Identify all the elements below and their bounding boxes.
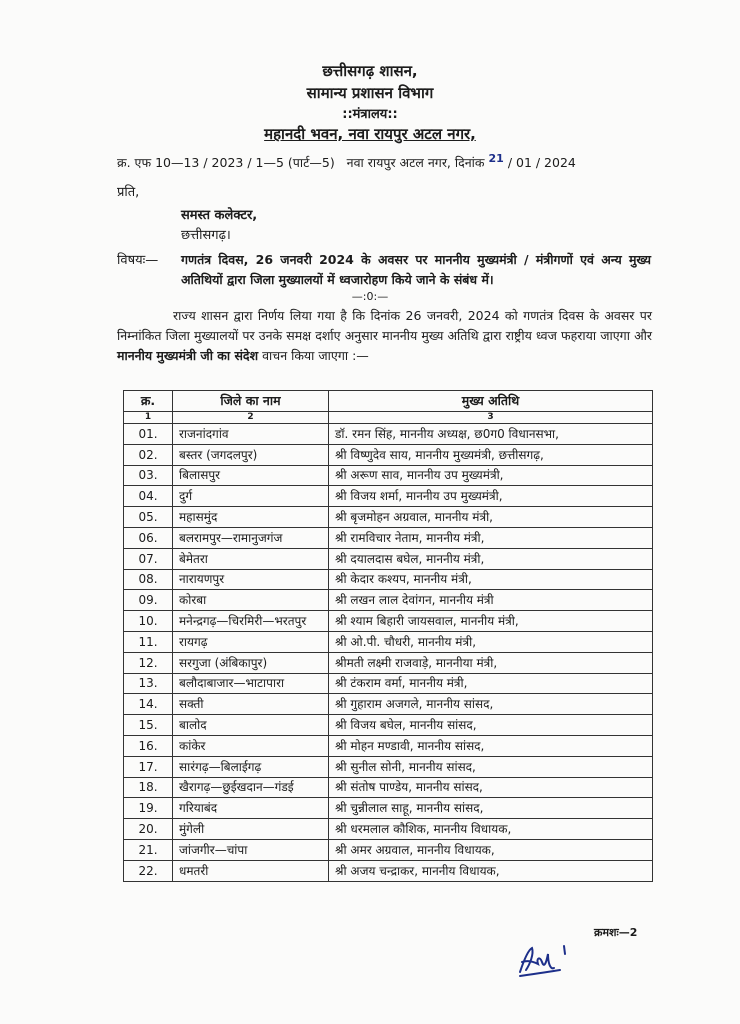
row-district: बिलासपुर (173, 465, 329, 486)
body-paragraph (117, 306, 652, 366)
row-chief-guest: श्री बृजमोहन अग्रवाल, माननीय मंत्री, (329, 507, 653, 528)
row-chief-guest: श्री श्याम बिहारी जायसवाल, माननीय मंत्री, (329, 611, 653, 632)
row-chief-guest: श्री चुन्नीलाल साहू, माननीय सांसद, (329, 798, 653, 819)
row-serial: 20. (124, 819, 173, 840)
row-serial: 09. (124, 590, 173, 611)
table-row (124, 569, 653, 590)
table-row (124, 631, 653, 652)
row-district: बेमेतरा (173, 548, 329, 569)
department-name: सामान्य प्रशासन विभाग (306, 84, 434, 102)
row-serial: 12. (124, 652, 173, 673)
row-chief-guest: श्री अरूण साव, माननीय उप मुख्यमंत्री, (329, 465, 653, 486)
row-chief-guest: श्री ओ.पी. चौधरी, माननीय मंत्री, (329, 631, 653, 652)
header-district: जिले का नाम (173, 391, 329, 412)
row-chief-guest: श्री गुहाराम अजगले, माननीय सांसद, (329, 694, 653, 715)
reference-number: क्र. एफ 10—13 / 2023 / 1—5 (पार्ट—5) (117, 155, 335, 171)
row-district: मुंगेली (173, 819, 329, 840)
row-district: राजनांदगांव (173, 424, 329, 445)
row-chief-guest: श्री विजय बघेल, माननीय सांसद, (329, 715, 653, 736)
row-district: बलौदाबाजार—भाटापारा (173, 673, 329, 694)
table-row (124, 673, 653, 694)
row-chief-guest: श्री अजय चन्द्राकर, माननीय विधायक, (329, 860, 653, 881)
office-address: महानदी भवन, नवा रायपुर अटल नगर, (264, 125, 476, 143)
row-serial: 01. (124, 424, 173, 445)
table-row (124, 777, 653, 798)
row-serial: 21. (124, 839, 173, 860)
row-district: दुर्ग (173, 486, 329, 507)
row-serial: 04. (124, 486, 173, 507)
continued-label: क्रमशः—2 (594, 926, 638, 939)
row-chief-guest: श्री विजय शर्मा, माननीय उप मुख्यमंत्री, (329, 486, 653, 507)
row-chief-guest: श्री दयालदास बघेल, माननीय मंत्री, (329, 548, 653, 569)
table-row (124, 424, 653, 445)
body-bold: माननीय मुख्यमंत्री जी का संदेश (117, 348, 259, 363)
header-serial: क्र. (124, 391, 173, 412)
row-serial: 06. (124, 527, 173, 548)
table-row (124, 839, 653, 860)
handwritten-date: 21 (488, 152, 504, 165)
table-row (124, 507, 653, 528)
table-row (124, 611, 653, 632)
row-serial: 02. (124, 444, 173, 465)
govt-name: छत्तीसगढ़ शासन, (322, 62, 418, 80)
table-row (124, 590, 653, 611)
row-district: कांकेर (173, 735, 329, 756)
row-chief-guest: श्री लखन लाल देवांगन, माननीय मंत्री (329, 590, 653, 611)
table-row (124, 652, 653, 673)
table-row (124, 444, 653, 465)
body-part1: राज्य शासन द्वारा निर्णय लिया गया है कि दिनांक 26 जनवरी, 2024 को गणतंत्र दिवस के अवसर पर निम्नांकित जिला मुख्यालयों पर उनके समक्ष दर्शाए अनुसार माननीय मुख्य अतिथि द्वारा राष्ट्रीय ध्वज फहराया जाएगा और (117, 308, 652, 343)
row-chief-guest: श्रीमती लक्ष्मी राजवाड़े, माननीया मंत्री, (329, 652, 653, 673)
row-district: बस्तर (जगदलपुर) (173, 444, 329, 465)
district-guest-table (123, 390, 653, 882)
body-part2: वाचन किया जाएगा :— (262, 348, 369, 363)
col-number-3: 3 (329, 412, 653, 424)
row-serial: 22. (124, 860, 173, 881)
row-chief-guest: श्री केदार कश्यप, माननीय मंत्री, (329, 569, 653, 590)
row-chief-guest: श्री धरमलाल कौशिक, माननीय विधायक, (329, 819, 653, 840)
row-serial: 11. (124, 631, 173, 652)
recipient-state: छत्तीसगढ़। (181, 228, 231, 243)
row-chief-guest: श्री अमर अग्रवाल, माननीय विधायक, (329, 839, 653, 860)
reference-place: नवा रायपुर अटल नगर, दिनांक (346, 155, 485, 171)
subject-text: गणतंत्र दिवस, 26 जनवरी 2024 के अवसर पर माननीय मुख्यमंत्री / मंत्रीगणों एवं अन्य मुख्य अतिथियों द्वारा जिला मुख्यालयों में ध्वजारोहण किये जाने के संबंध में। (181, 252, 651, 287)
row-district: सारंगढ़—बिलाईगढ़ (173, 756, 329, 777)
row-serial: 19. (124, 798, 173, 819)
row-district: खैरागढ़—छुईखदान—गंडई (173, 777, 329, 798)
subject-label: विषयः— (117, 253, 159, 268)
row-chief-guest: डॉ. रमन सिंह, माननीय अध्यक्ष, छ0ग0 विधानसभा, (329, 424, 653, 445)
table-row (124, 756, 653, 777)
table-row (124, 465, 653, 486)
table-row (124, 819, 653, 840)
separator: —:0:— (351, 290, 389, 303)
table-row (124, 798, 653, 819)
row-district: रायगढ़ (173, 631, 329, 652)
signature (514, 940, 574, 980)
row-chief-guest: श्री विष्णुदेव साय, माननीय मुख्यमंत्री, छत्तीसगढ़, (329, 444, 653, 465)
row-district: महासमुंद (173, 507, 329, 528)
table-row (124, 860, 653, 881)
table-row (124, 527, 653, 548)
table-row (124, 715, 653, 736)
row-serial: 08. (124, 569, 173, 590)
row-chief-guest: श्री रामविचार नेताम, माननीय मंत्री, (329, 527, 653, 548)
row-serial: 16. (124, 735, 173, 756)
col-number-2: 2 (173, 412, 329, 424)
row-chief-guest: श्री टंकराम वर्मा, माननीय मंत्री, (329, 673, 653, 694)
row-serial: 15. (124, 715, 173, 736)
row-serial: 18. (124, 777, 173, 798)
table-header-row (124, 391, 653, 412)
row-district: गरियाबंद (173, 798, 329, 819)
row-district: जांजगीर—चांपा (173, 839, 329, 860)
row-serial: 17. (124, 756, 173, 777)
row-serial: 07. (124, 548, 173, 569)
row-district: बालोद (173, 715, 329, 736)
row-district: कोरबा (173, 590, 329, 611)
table-row (124, 694, 653, 715)
column-number-row (124, 412, 653, 424)
to-label: प्रति, (117, 185, 140, 200)
recipient-title: समस्त कलेक्टर, (181, 208, 258, 223)
row-district: सरगुजा (अंबिकापुर) (173, 652, 329, 673)
reference-line (117, 152, 576, 171)
ministry-label: ::मंत्रालय:: (342, 107, 398, 122)
row-serial: 13. (124, 673, 173, 694)
row-serial: 10. (124, 611, 173, 632)
row-district: सक्ती (173, 694, 329, 715)
row-chief-guest: श्री संतोष पाण्डेय, माननीय सांसद, (329, 777, 653, 798)
row-chief-guest: श्री मोहन मण्डावी, माननीय सांसद, (329, 735, 653, 756)
row-district: नारायणपुर (173, 569, 329, 590)
table-row (124, 735, 653, 756)
reference-date: / 01 / 2024 (507, 155, 576, 171)
header-chief-guest: मुख्य अतिथि (329, 391, 653, 412)
row-serial: 14. (124, 694, 173, 715)
col-number-1: 1 (124, 412, 173, 424)
row-district: बलरामपुर—रामानुजगंज (173, 527, 329, 548)
table-row (124, 486, 653, 507)
row-serial: 03. (124, 465, 173, 486)
table-row (124, 548, 653, 569)
row-chief-guest: श्री सुनील सोनी, माननीय सांसद, (329, 756, 653, 777)
row-district: धमतरी (173, 860, 329, 881)
row-serial: 05. (124, 507, 173, 528)
row-district: मनेन्द्रगढ़—चिरमिरी—भरतपुर (173, 611, 329, 632)
